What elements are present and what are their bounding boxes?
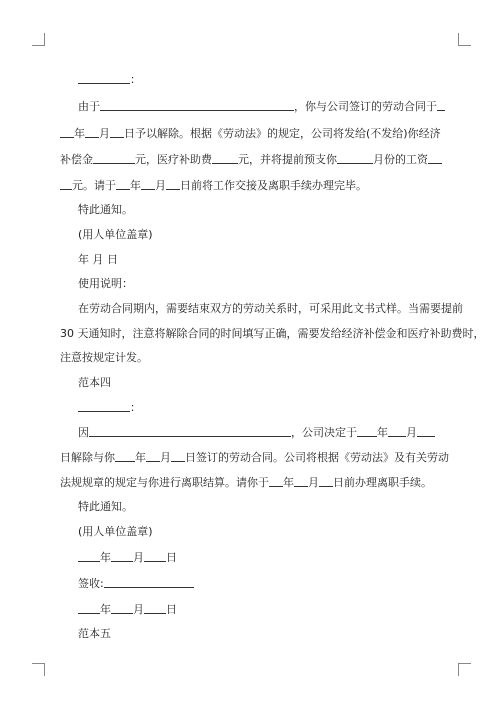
day-blank[interactable] (144, 602, 166, 614)
recipient-line-2 (78, 400, 141, 415)
text: 元，并将提前预支你 (238, 153, 337, 166)
seal-line: (用人单位盖章) (78, 228, 153, 241)
t4-sign-date-line (78, 602, 177, 617)
signature-blank[interactable] (104, 576, 194, 588)
text: 月 (99, 127, 110, 140)
text: 日 (166, 551, 177, 564)
t4-seal-line: (用人单位盖章) (78, 525, 153, 538)
blank[interactable] (437, 99, 445, 111)
text: ，你与公司签订的劳动合同于 (294, 100, 437, 113)
month-blank[interactable] (388, 425, 406, 437)
text: 日 (166, 603, 177, 616)
text: 年 (74, 127, 85, 140)
notice-line-3 (60, 152, 442, 167)
crop-mark-bottom-left (32, 663, 45, 676)
year-blank[interactable] (115, 450, 135, 462)
text: 年 (100, 551, 111, 564)
t4-date-line (78, 550, 177, 565)
text: 月 (160, 451, 171, 464)
notice-line-4 (60, 178, 367, 193)
month-blank[interactable] (141, 178, 155, 190)
month-blank[interactable] (146, 450, 160, 462)
advance-month-blank[interactable] (337, 152, 373, 164)
template-five-heading: 范本五 (78, 627, 111, 640)
text: 月 (406, 426, 417, 439)
crop-mark-bottom-right (458, 663, 471, 676)
text: 元，医疗补助费 (135, 153, 212, 166)
text: 年 (100, 603, 111, 616)
year-blank[interactable] (60, 126, 74, 138)
text: 月份的工资 (373, 153, 428, 166)
text: 月 (308, 476, 319, 489)
text: 月 (133, 603, 144, 616)
month-blank[interactable] (85, 126, 99, 138)
text: 因 (78, 426, 89, 439)
usage-heading: 使用说明： (78, 277, 133, 290)
crop-mark-top-left (32, 33, 45, 46)
reason-blank[interactable] (89, 425, 291, 437)
text: 月 (133, 551, 144, 564)
month-blank[interactable] (294, 475, 308, 487)
year-blank[interactable] (357, 425, 377, 437)
year-blank[interactable] (116, 178, 130, 190)
text: 日解除与你 (60, 451, 115, 464)
text: 补偿金 (60, 153, 93, 166)
text: 年 (130, 179, 141, 192)
date-line: 年 月 日 (78, 253, 118, 266)
text: 日前办理离职手续。 (333, 476, 432, 489)
blank[interactable] (417, 425, 435, 437)
usage-line-1: 在劳动合同期内，需要结束双方的劳动关系时，可采用此文书式样。当需要提前 (78, 302, 463, 315)
t4-line-2 (60, 450, 449, 465)
reason-blank[interactable] (100, 99, 294, 111)
usage-line-2: 30 天通知时，注意将解除合同的时间填写正确，需要发给经济补偿金和医疗补助费时， (60, 327, 485, 340)
notice-line-1 (78, 99, 445, 114)
text: 年 (377, 426, 388, 439)
text: 由于 (78, 100, 100, 113)
medical-blank[interactable] (212, 152, 238, 164)
text: 日前将工作交接及离职手续办理完毕。 (180, 179, 367, 192)
text: 日予以解除。根据《劳动法》的规定，公司将发给(不发给)你经济 (124, 127, 441, 140)
t4-line-3 (60, 475, 432, 490)
text: 年 (135, 451, 146, 464)
day-blank[interactable] (171, 450, 185, 462)
crop-mark-top-right (458, 33, 471, 46)
t4-sign-line (78, 576, 194, 591)
amount-blank[interactable] (60, 178, 72, 190)
usage-line-3: 注意按规定计发。 (60, 351, 148, 364)
recipient-colon: ： (130, 401, 141, 414)
day-blank[interactable] (144, 550, 166, 562)
text: 元。请于 (72, 179, 116, 192)
template-four-heading: 范本四 (78, 376, 111, 389)
compensation-blank[interactable] (93, 152, 135, 164)
salary-blank[interactable] (428, 152, 442, 164)
text: 月 (155, 179, 166, 192)
month-blank[interactable] (111, 550, 133, 562)
closing-notice: 特此通知。 (78, 203, 133, 216)
day-blank[interactable] (319, 475, 333, 487)
t4-line-1 (78, 425, 435, 440)
recipient-line-1 (78, 72, 141, 87)
year-blank[interactable] (78, 602, 100, 614)
t4-closing-notice: 特此通知。 (78, 500, 133, 513)
recipient-blank[interactable] (78, 400, 130, 412)
recipient-colon: ： (130, 73, 141, 86)
month-blank[interactable] (111, 602, 133, 614)
day-blank[interactable] (166, 178, 180, 190)
text: 法规规章的规定与你进行离职结算。请你于 (60, 476, 269, 489)
notice-line-2 (60, 126, 441, 141)
text: ，公司决定于 (291, 426, 357, 439)
day-blank[interactable] (110, 126, 124, 138)
year-blank[interactable] (269, 475, 283, 487)
text: 年 (283, 476, 294, 489)
text: 日签订的劳动合同。公司将根据《劳动法》及有关劳动 (185, 451, 449, 464)
text: 签收: (78, 577, 104, 590)
recipient-blank[interactable] (78, 72, 130, 84)
year-blank[interactable] (78, 550, 100, 562)
